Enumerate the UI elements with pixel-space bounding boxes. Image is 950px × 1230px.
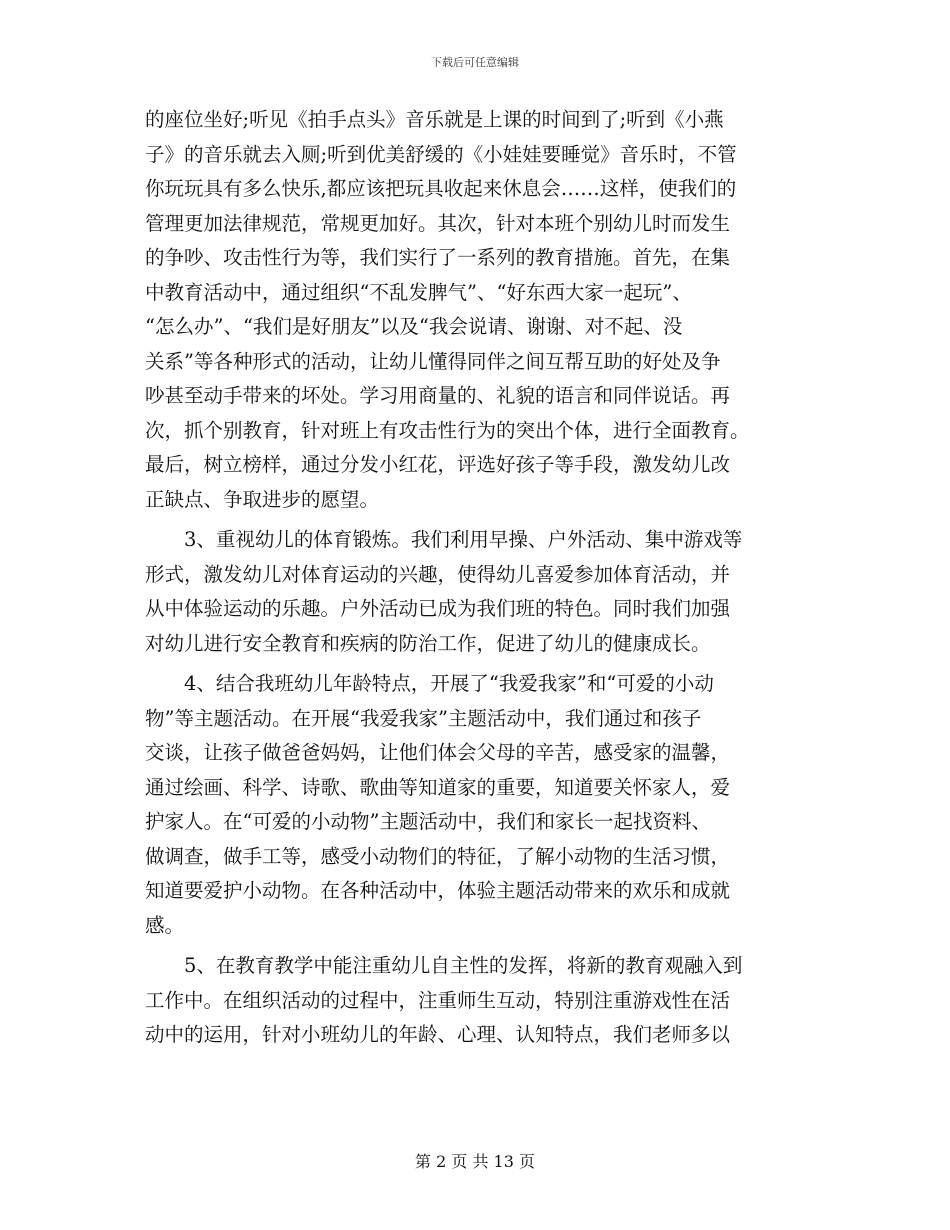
- text-line: 对幼儿进行安全教育和疾病的防治工作，促进了幼儿的健康成长。: [145, 631, 711, 655]
- text-line: 的座位坐好;听见《拍手点头》音乐就是上课的时间到了;听到《小燕: [145, 108, 724, 131]
- text-line: 物”等主题活动。在开展“我爱我家”主题活动中，我们通过和孩子: [145, 706, 702, 730]
- text-line: 从中体验运动的乐趣。户外活动已成为我们班的特色。同时我们加强: [145, 597, 731, 620]
- page-footer: 第 2 页 共 13 页: [415, 1152, 535, 1171]
- text-line: 关系”等各种形式的活动，让幼儿懂得同伴之间互帮互助的好处及争: [145, 349, 721, 373]
- text-line: 工作中。在组织活动的过程中，注重师生互动，特别注重游戏性在活: [145, 988, 731, 1012]
- text-line: 动中的运用，针对小班幼儿的年龄、心理、认知特点，我们老师多以: [145, 1023, 731, 1046]
- text-line: 通过绘画、科学、诗歌、歌曲等知道家的重要，知道要关怀家人，爱: [145, 775, 731, 799]
- page-header: 下载后可任意编辑: [431, 56, 519, 69]
- text-line: 子》的音乐就去入厕;听到优美舒缓的《小娃娃要睡觉》音乐时，不管: [145, 142, 737, 166]
- text-line: 4、结合我班幼儿年龄特点，开展了“我爱我家”和“可爱的小动: [145, 672, 714, 695]
- text-line: 最后，树立榜样，通过分发小红花，评选好孩子等手段，激发幼儿改: [145, 453, 731, 476]
- text-line: 吵甚至动手带来的坏处。学习用商量的、礼貌的语言和同伴说话。再: [145, 384, 731, 407]
- text-line: 5、在教育教学中能注重幼儿自主性的发挥，将新的教育观融入到: [145, 954, 743, 977]
- text-line: 你玩玩具有多么快乐,都应该把玩具收起来休息会……这样，使我们的: [145, 177, 737, 200]
- text-line: 做调查，做手工等，感受小动物们的特征，了解小动物的生活习惯，: [145, 844, 731, 868]
- text-line: 次，抓个别教育，针对班上有攻击性行为的突出个体，进行全面教育。: [145, 418, 750, 442]
- text-line: 交谈，让孩子做爸爸妈妈，让他们体会父母的辛苦，感受家的温馨，: [145, 741, 731, 764]
- text-line: 中教育活动中，通过组织“不乱发脾气”、“好东西大家一起玩”、: [145, 280, 692, 304]
- text-line: 护家人。在“可爱的小动物”主题活动中，我们和家长一起找资料、: [145, 810, 711, 833]
- text-line: 知道要爱护小动物。在各种活动中，体验主题活动带来的欢乐和成就: [145, 879, 731, 902]
- text-line: “怎么办”、“我们是好朋友”以及“我会说请、谢谢、对不起、没: [145, 315, 683, 338]
- body-text: [145, 103, 810, 1053]
- text-line: 的争吵、攻击性行为等，我们实行了一系列的教育措施。首先，在集: [145, 246, 731, 269]
- text-line: 正缺点、争取进步的愿望。: [145, 487, 380, 511]
- text-line: 形式，激发幼儿对体育运动的兴趣，使得幼儿喜爱参加体育活动，并: [145, 562, 731, 586]
- text-line: 管理更加法律规范，常规更加好。其次，针对本班个别幼儿时而发生: [145, 211, 731, 235]
- text-line: 3、重视幼儿的体育锻炼。我们利用早操、户外活动、集中游戏等: [145, 528, 743, 551]
- text-line: 感。: [145, 913, 185, 937]
